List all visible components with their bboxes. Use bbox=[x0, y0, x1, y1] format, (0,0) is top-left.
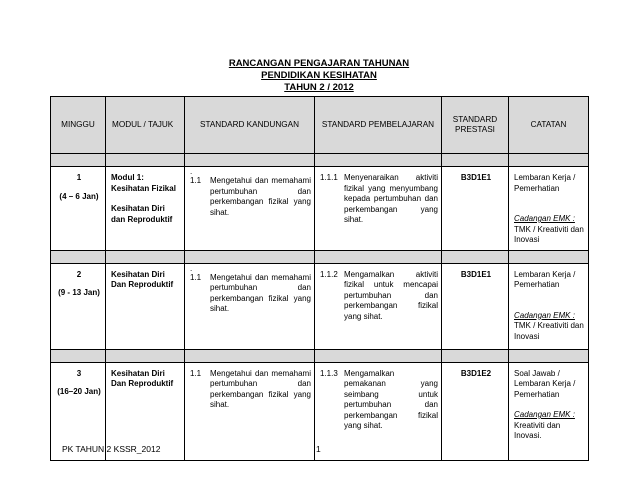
pembelajaran-number: 1.1.2 bbox=[320, 269, 338, 279]
pembelajaran-text: Mengamalkan aktiviti fizikal untuk mencapai pertumbuhan dan perkembangan fizikal yang sihat. bbox=[344, 269, 438, 321]
week-dates: (4 – 6 Jan) bbox=[59, 191, 99, 201]
kandungan-number: 1.1 bbox=[190, 176, 202, 185]
table-header-row bbox=[51, 97, 589, 154]
prestasi-cell: B3D1E1 bbox=[442, 167, 509, 251]
catatan-note: TMK / Kreativiti dan Inovasi bbox=[514, 321, 584, 341]
catatan-note: TMK / Kreativiti dan Inovasi bbox=[514, 224, 584, 244]
pembelajaran-number: 1.1.3 bbox=[320, 368, 338, 378]
pembelajaran-text: Menyenaraikan aktiviti fizikal yang menyumbang kepada pertumbuhan dan perkembangan yang sihat. bbox=[344, 173, 438, 224]
catatan-label: Cadangan EMK : bbox=[514, 214, 575, 223]
page-number: 1 bbox=[316, 444, 321, 454]
catatan-label: Cadangan EMK : bbox=[514, 410, 575, 419]
prestasi-cell: B3D1E1 bbox=[442, 263, 509, 349]
module-title: Kesihatan Diri Dan Reproduktif bbox=[111, 368, 174, 388]
pembelajaran-text: Mengamalkan pemakanan yang seimbang untuk pertumbuhan dan perkembangan fizikal yang sihat. bbox=[344, 368, 438, 430]
module-cell bbox=[106, 263, 185, 349]
doc-title-line2: PENDIDIKAN KESIHATAN bbox=[261, 70, 377, 81]
pembelajaran-cell bbox=[315, 167, 442, 251]
module-cell bbox=[106, 167, 185, 251]
col-header-prestasi: STANDARD PRESTASI bbox=[442, 97, 509, 154]
pembelajaran-number: 1.1.1 bbox=[320, 173, 338, 182]
catatan-main: Lembaran Kerja / Pemerhatian bbox=[514, 269, 576, 289]
week-number: 3 bbox=[76, 368, 82, 378]
kandungan-number: 1.1 bbox=[190, 368, 202, 378]
catatan-cell bbox=[509, 167, 589, 251]
week-dates: (9 - 13 Jan) bbox=[58, 288, 100, 297]
col-header-kandungan: STANDARD KANDUNGAN bbox=[185, 97, 315, 154]
doc-title-line1: RANCANGAN PENGAJARAN TAHUNAN bbox=[228, 58, 410, 69]
week-number: 2 bbox=[76, 269, 82, 279]
kandungan-text: Mengetahui dan memahami pertumbuhan dan perkembangan fizikal yang sihat. bbox=[210, 272, 311, 313]
catatan-main: Lembaran Kerja / Pemerhatian bbox=[514, 173, 576, 193]
prestasi-cell: B3D1E2 bbox=[442, 362, 509, 460]
week-dates: (16–20 Jan) bbox=[57, 387, 101, 396]
module-subtitle: Kesihatan Fizikal bbox=[111, 183, 176, 193]
catatan-cell bbox=[509, 263, 589, 349]
catatan-main: Soal Jawab / Lembaran Kerja / Pemerhatian bbox=[514, 368, 576, 399]
kandungan-cell bbox=[185, 263, 315, 349]
week-cell bbox=[51, 167, 106, 251]
catatan-cell bbox=[509, 362, 589, 460]
doc-title-line3: TAHUN 2 / 2012 bbox=[284, 82, 354, 93]
pembelajaran-cell bbox=[315, 362, 442, 460]
kandungan-cell bbox=[185, 167, 315, 251]
module-extra: Kesihatan Diri dan Reproduktif bbox=[111, 204, 173, 224]
separator-row bbox=[51, 250, 589, 263]
module-title: Kesihatan Diri Dan Reproduktif bbox=[111, 269, 174, 289]
kandungan-text: Mengetahui dan memahami pertumbuhan dan perkembangan fizikal yang sihat. bbox=[210, 368, 311, 409]
kandungan-text: Mengetahui dan memahami pertumbuhan dan perkembangan fizikal yang sihat. bbox=[210, 176, 311, 217]
table-row bbox=[51, 263, 589, 349]
pembelajaran-cell bbox=[315, 263, 442, 349]
col-header-catatan: CATATAN bbox=[509, 97, 589, 154]
kandungan-dot: . bbox=[190, 263, 193, 273]
separator-row bbox=[51, 154, 589, 167]
catatan-label: Cadangan EMK : bbox=[514, 310, 575, 320]
kandungan-dot: . bbox=[190, 167, 193, 176]
separator-row bbox=[51, 349, 589, 362]
kandungan-cell bbox=[185, 362, 315, 460]
week-number: 1 bbox=[76, 173, 82, 182]
module-title: Modul 1: bbox=[111, 173, 144, 182]
col-header-minggu: MINGGU bbox=[51, 97, 106, 154]
table-row bbox=[51, 167, 589, 251]
kandungan-number: 1.1 bbox=[190, 272, 202, 282]
col-header-pembelajaran: STANDARD PEMBELAJARAN bbox=[315, 97, 442, 154]
footer-doc-id: PK TAHUN 2 KSSR_2012 bbox=[62, 444, 161, 454]
week-cell bbox=[51, 263, 106, 349]
col-header-modul: MODUL / TAJUK bbox=[106, 97, 185, 154]
lesson-plan-table bbox=[50, 96, 589, 461]
catatan-note: Kreativiti dan Inovasi. bbox=[514, 420, 561, 440]
